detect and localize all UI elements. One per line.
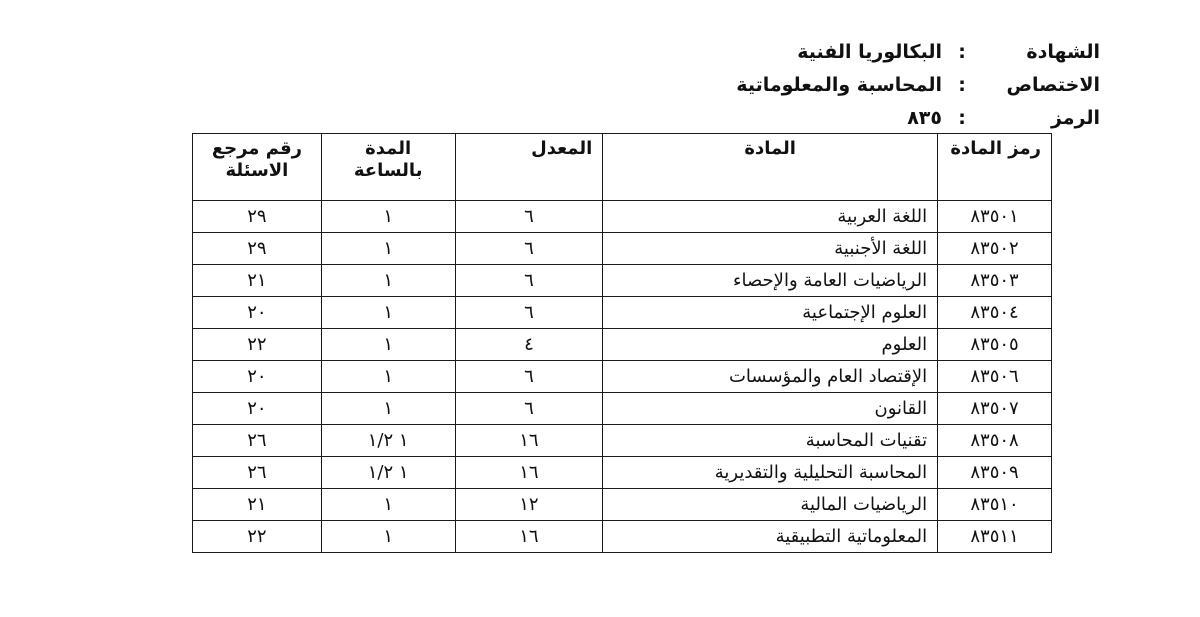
cell-subject-name: المحاسبة التحليلية والتقديرية (603, 457, 938, 489)
subjects-table (192, 133, 1052, 553)
cell-subject-name: العلوم (603, 329, 938, 361)
cell-subject-code: ٨٣٥٠١ (938, 201, 1052, 233)
cell-duration: ١ (321, 393, 455, 425)
cell-subject-name: الإقتصاد العام والمؤسسات (603, 361, 938, 393)
table-row (193, 457, 1052, 489)
cell-question-reference: ٢١ (193, 489, 322, 521)
reference-header-line1: رقم مرجع (211, 138, 302, 159)
cell-question-reference: ٢٠ (193, 393, 322, 425)
table-row (193, 361, 1052, 393)
cell-duration: ١ (321, 233, 455, 265)
certificate-row (680, 36, 1100, 69)
cell-rate: ٦ (455, 265, 603, 297)
cell-rate: ١٦ (455, 425, 603, 457)
cell-duration: ١ ١/٢ (321, 457, 455, 489)
cell-duration: ١ (321, 361, 455, 393)
cell-duration: ١ (321, 489, 455, 521)
table-row (193, 233, 1052, 265)
table-row (193, 489, 1052, 521)
reference-header-line2: الاسئلة (225, 160, 289, 181)
table-row (193, 265, 1052, 297)
column-header-rate: المعدل (455, 134, 603, 201)
cell-rate: ٦ (455, 393, 603, 425)
table-row (193, 393, 1052, 425)
table-body (193, 201, 1052, 553)
cell-duration: ١ ١/٢ (321, 425, 455, 457)
column-header-code: رمز المادة (938, 134, 1052, 201)
cell-subject-code: ٨٣٥٠٤ (938, 297, 1052, 329)
cell-subject-name: اللغة العربية (603, 201, 938, 233)
cell-rate: ٦ (455, 361, 603, 393)
cell-rate: ١٦ (455, 457, 603, 489)
cell-subject-code: ٨٣٥١١ (938, 521, 1052, 553)
specialization-label: الاختصاص (1006, 74, 1100, 96)
cell-question-reference: ٢٢ (193, 329, 322, 361)
column-header-subject: المادة (603, 134, 938, 201)
table-header-row (193, 134, 1052, 201)
cell-subject-code: ٨٣٥٠٥ (938, 329, 1052, 361)
code-label: الرمز (1050, 107, 1100, 129)
cell-question-reference: ٢٦ (193, 457, 322, 489)
cell-subject-name: الرياضيات العامة والإحصاء (603, 265, 938, 297)
cell-subject-code: ٨٣٥٠٦ (938, 361, 1052, 393)
colon: : (958, 41, 966, 63)
cell-duration: ١ (321, 297, 455, 329)
code-value: ٨٣٥ (907, 107, 942, 129)
cell-subject-name: المعلوماتية التطبيقية (603, 521, 938, 553)
cell-rate: ١٦ (455, 521, 603, 553)
duration-header-line2: بالساعة (353, 160, 423, 181)
column-header-reference (193, 134, 322, 201)
cell-subject-code: ٨٣٥٠٧ (938, 393, 1052, 425)
document-header (680, 36, 1100, 135)
cell-subject-code: ٨٣٥٠٣ (938, 265, 1052, 297)
cell-subject-code: ٨٣٥١٠ (938, 489, 1052, 521)
table-row (193, 425, 1052, 457)
code-row (680, 102, 1100, 135)
cell-subject-code: ٨٣٥٠٩ (938, 457, 1052, 489)
certificate-value: البكالوريا الفنية (797, 41, 942, 63)
cell-question-reference: ٢٠ (193, 361, 322, 393)
cell-duration: ١ (321, 329, 455, 361)
table-row (193, 329, 1052, 361)
cell-subject-name: تقنيات المحاسبة (603, 425, 938, 457)
cell-duration: ١ (321, 521, 455, 553)
cell-rate: ٦ (455, 297, 603, 329)
table-row (193, 297, 1052, 329)
cell-question-reference: ٢٩ (193, 233, 322, 265)
cell-question-reference: ٢٠ (193, 297, 322, 329)
cell-subject-code: ٨٣٥٠٨ (938, 425, 1052, 457)
certificate-label: الشهادة (1026, 41, 1100, 63)
specialization-row (680, 69, 1100, 102)
cell-rate: ١٢ (455, 489, 603, 521)
colon: : (958, 74, 966, 96)
cell-rate: ٦ (455, 201, 603, 233)
cell-question-reference: ٢٩ (193, 201, 322, 233)
cell-rate: ٤ (455, 329, 603, 361)
cell-subject-name: العلوم الإجتماعية (603, 297, 938, 329)
cell-subject-code: ٨٣٥٠٢ (938, 233, 1052, 265)
cell-question-reference: ٢١ (193, 265, 322, 297)
column-header-duration (321, 134, 455, 201)
cell-subject-name: الرياضيات المالية (603, 489, 938, 521)
colon: : (958, 107, 966, 129)
cell-rate: ٦ (455, 233, 603, 265)
specialization-value: المحاسبة والمعلوماتية (736, 74, 942, 96)
cell-subject-name: اللغة الأجنبية (603, 233, 938, 265)
table-row (193, 521, 1052, 553)
cell-subject-name: القانون (603, 393, 938, 425)
cell-duration: ١ (321, 201, 455, 233)
duration-header-line1: المدة (365, 138, 412, 159)
table-row (193, 201, 1052, 233)
cell-question-reference: ٢٦ (193, 425, 322, 457)
cell-question-reference: ٢٢ (193, 521, 322, 553)
cell-duration: ١ (321, 265, 455, 297)
